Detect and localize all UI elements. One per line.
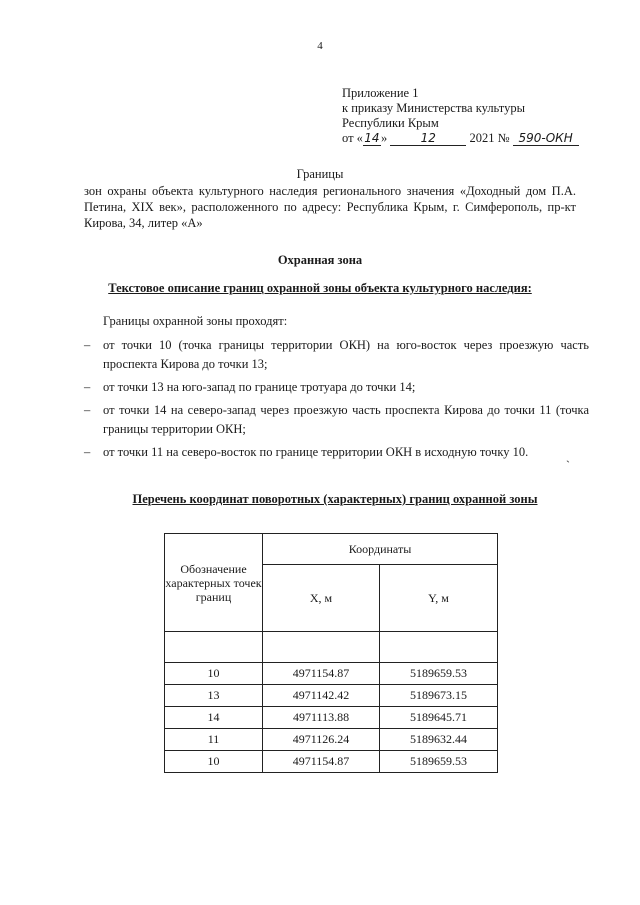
cell-x: 4971142.42 (263, 685, 380, 707)
cell-point: 10 (165, 751, 263, 773)
list-item-text: от точки 13 на юго-запад по границе тротуара до точки 14; (103, 380, 416, 394)
table-row (165, 663, 498, 685)
header-coordinates: Координаты (263, 534, 498, 565)
spacer-cell (165, 632, 263, 663)
list-item-text: от точки 11 на северо-восток по границе территории ОКН в исходную точку 10. (103, 445, 529, 459)
header-x: X, м (263, 565, 380, 632)
list-dash: – (84, 338, 91, 352)
cell-x: 4971126.24 (263, 729, 380, 751)
appendix-line-2: к приказу Министерства культуры (342, 101, 525, 115)
table-row (165, 751, 498, 773)
list-item (84, 336, 589, 374)
list-item (84, 401, 589, 439)
list-item-text: от точки 10 (точка границы территории ОКН) на юго-восток через проезжую часть проспекта Кирова до точки 13; (103, 338, 589, 371)
header-y: Y, м (380, 565, 498, 632)
coordinates-table (164, 533, 498, 773)
appendix-date-line (342, 131, 579, 146)
cell-point: 10 (165, 663, 263, 685)
text-description-heading: Текстовое описание границ охранной зоны объекта культурного наследия: (108, 281, 532, 295)
date-day: 14 (364, 131, 380, 145)
cell-x: 4971154.87 (263, 663, 380, 685)
appendix-line-3: Республики Крым (342, 116, 439, 130)
spacer-cell (263, 632, 380, 663)
table-header-row (165, 534, 498, 565)
spacer-cell (380, 632, 498, 663)
list-dash: – (84, 445, 91, 459)
table-row (165, 685, 498, 707)
list-item (84, 378, 589, 397)
cell-y: 5189659.53 (380, 751, 498, 773)
header-designation: Обозначение характерных точек границ (165, 534, 263, 632)
document-title: Границы (296, 167, 344, 181)
document-subtitle: зон охраны объекта культурного наследия регионального значения «Доходный дом П.А. Петина, XIX век», расположенного по адресу: Республика Крым, г. Симферополь, пр-кт Кирова, 34, литер «А» (84, 184, 576, 230)
date-mid: » (380, 131, 388, 145)
cell-y: 5189673.15 (380, 685, 498, 707)
cell-point: 11 (165, 729, 263, 751)
cell-x: 4971113.88 (263, 707, 380, 729)
list-item (84, 443, 589, 462)
cell-y: 5189645.71 (380, 707, 498, 729)
coordinates-heading: Перечень координат поворотных (характерных) границ охранной зоны (132, 492, 538, 506)
date-month: 12 (390, 132, 466, 146)
cell-point: 14 (165, 707, 263, 729)
table-row (165, 707, 498, 729)
table-row (165, 729, 498, 751)
list-dash: – (84, 403, 91, 417)
date-prefix: от « (342, 131, 363, 145)
order-number: 590-ОКН (513, 132, 579, 146)
cell-point: 13 (165, 685, 263, 707)
stray-mark: ˏ (566, 449, 570, 463)
boundary-list (84, 336, 589, 466)
page-number: 4 (317, 40, 323, 52)
cell-y: 5189659.53 (380, 663, 498, 685)
zone-heading: Охранная зона (277, 253, 363, 267)
appendix-block (342, 86, 579, 146)
list-dash: – (84, 380, 91, 394)
list-item-text: от точки 14 на северо-запад через проезжую часть проспекта Кирова до точки 11 (точка границы территории ОКН; (103, 403, 589, 436)
appendix-line-1: Приложение 1 (342, 86, 419, 100)
date-year: 2021 № (469, 131, 510, 145)
cell-y: 5189632.44 (380, 729, 498, 751)
intro-text: Границы охранной зоны проходят: (103, 314, 288, 328)
table-spacer-row (165, 632, 498, 663)
cell-x: 4971154.87 (263, 751, 380, 773)
